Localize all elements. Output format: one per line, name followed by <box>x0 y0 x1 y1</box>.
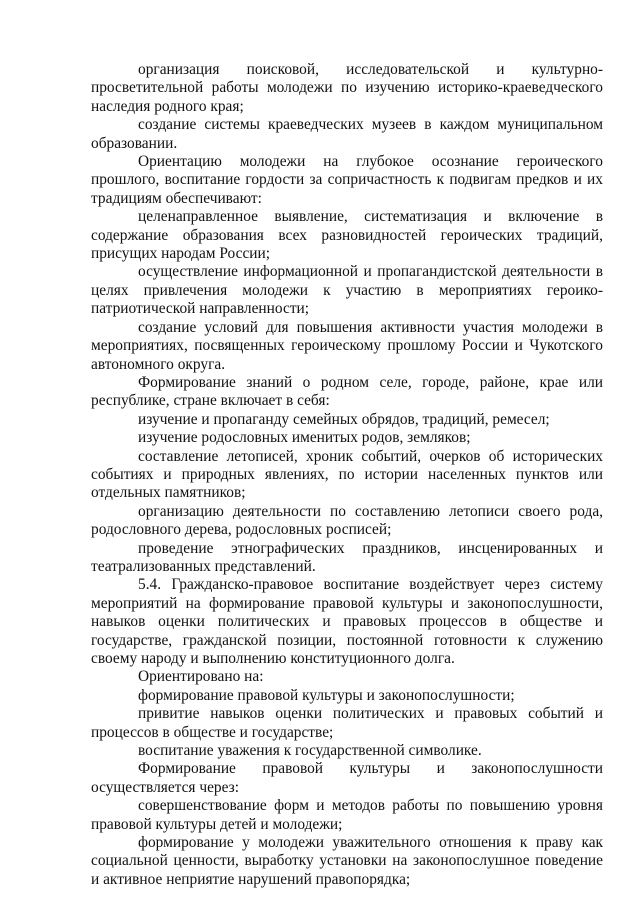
paragraph: формирование правовой культуры и законопослушности; <box>138 686 515 704</box>
paragraph: Формирование знаний о родном селе, городе, районе, крае или республике, стране включает в себя: <box>91 373 603 410</box>
paragraph: организация поисковой, исследовательской и культурно-просветительной работы молодежи по изучению историко-краеведческого наследия родного края; <box>91 61 603 115</box>
paragraph: организацию деятельности по составлению летописи своего рода, родословного дерева, родословных росписей; <box>91 502 603 539</box>
paragraph: осуществление информационной и пропагандистской деятельности в целях привлечения молодежи к участию в мероприятиях героико-патриотической направленности; <box>91 263 603 318</box>
paragraph: создание условий для повышения активности участия молодежи в мероприятиях, посвященных героическому прошлому России и Чукотского автономного округа. <box>91 318 603 373</box>
document-page <box>91 61 603 889</box>
paragraph: проведение этнографических праздников, инсценированных и театрализованных представлений. <box>91 539 603 575</box>
paragraph: Формирование правовой культуры и законопослушности осуществляется через: <box>91 760 603 796</box>
paragraph: изучение родословных именитых родов, земляков; <box>138 429 471 447</box>
paragraph: формирование у молодежи уважительного отношения к праву как социальной ценности, выработку установки на законопослушное поведение и активное неприятие нарушений правопорядка; <box>91 834 603 888</box>
paragraph: целенаправленное выявление, систематизация и включение в содержание образования всех разновидностей героических традиций, присущих народам России; <box>91 208 603 263</box>
paragraph: привитие навыков оценки политических и правовых событий и процессов в обществе и государстве; <box>91 705 603 741</box>
paragraph: совершенствование форм и методов работы по повышению уровня правовой культуры детей и молодежи; <box>91 797 603 833</box>
paragraph: воспитание уважения к государственной символике. <box>138 742 482 760</box>
paragraph: создание системы краеведческих музеев в каждом муниципальном образовании. <box>91 116 603 152</box>
section-paragraph: 5.4. Гражданско-правовое воспитание воздействует через систему мероприятий на формирование правовой культуры и законопослушности, навыков оценки политических и правовых процессов в обществе и государстве, гражданской позиции, постоянной готовности к служению своему народу и выполнению конституционного долга. <box>91 576 603 667</box>
paragraph: Ориентировано на: <box>138 668 264 686</box>
paragraph: Ориентацию молодежи на глубокое осознание героического прошлого, воспитание гордости за сопричастность к подвигам предков и их традициям обеспечивают: <box>91 153 603 207</box>
paragraph: составление летописей, хроник событий, очерков об исторических событиях и природных явлениях, по истории населенных пунктов или отдельных памятников; <box>91 447 603 502</box>
paragraph: изучение и пропаганду семейных обрядов, традиций, ремесел; <box>138 410 550 428</box>
